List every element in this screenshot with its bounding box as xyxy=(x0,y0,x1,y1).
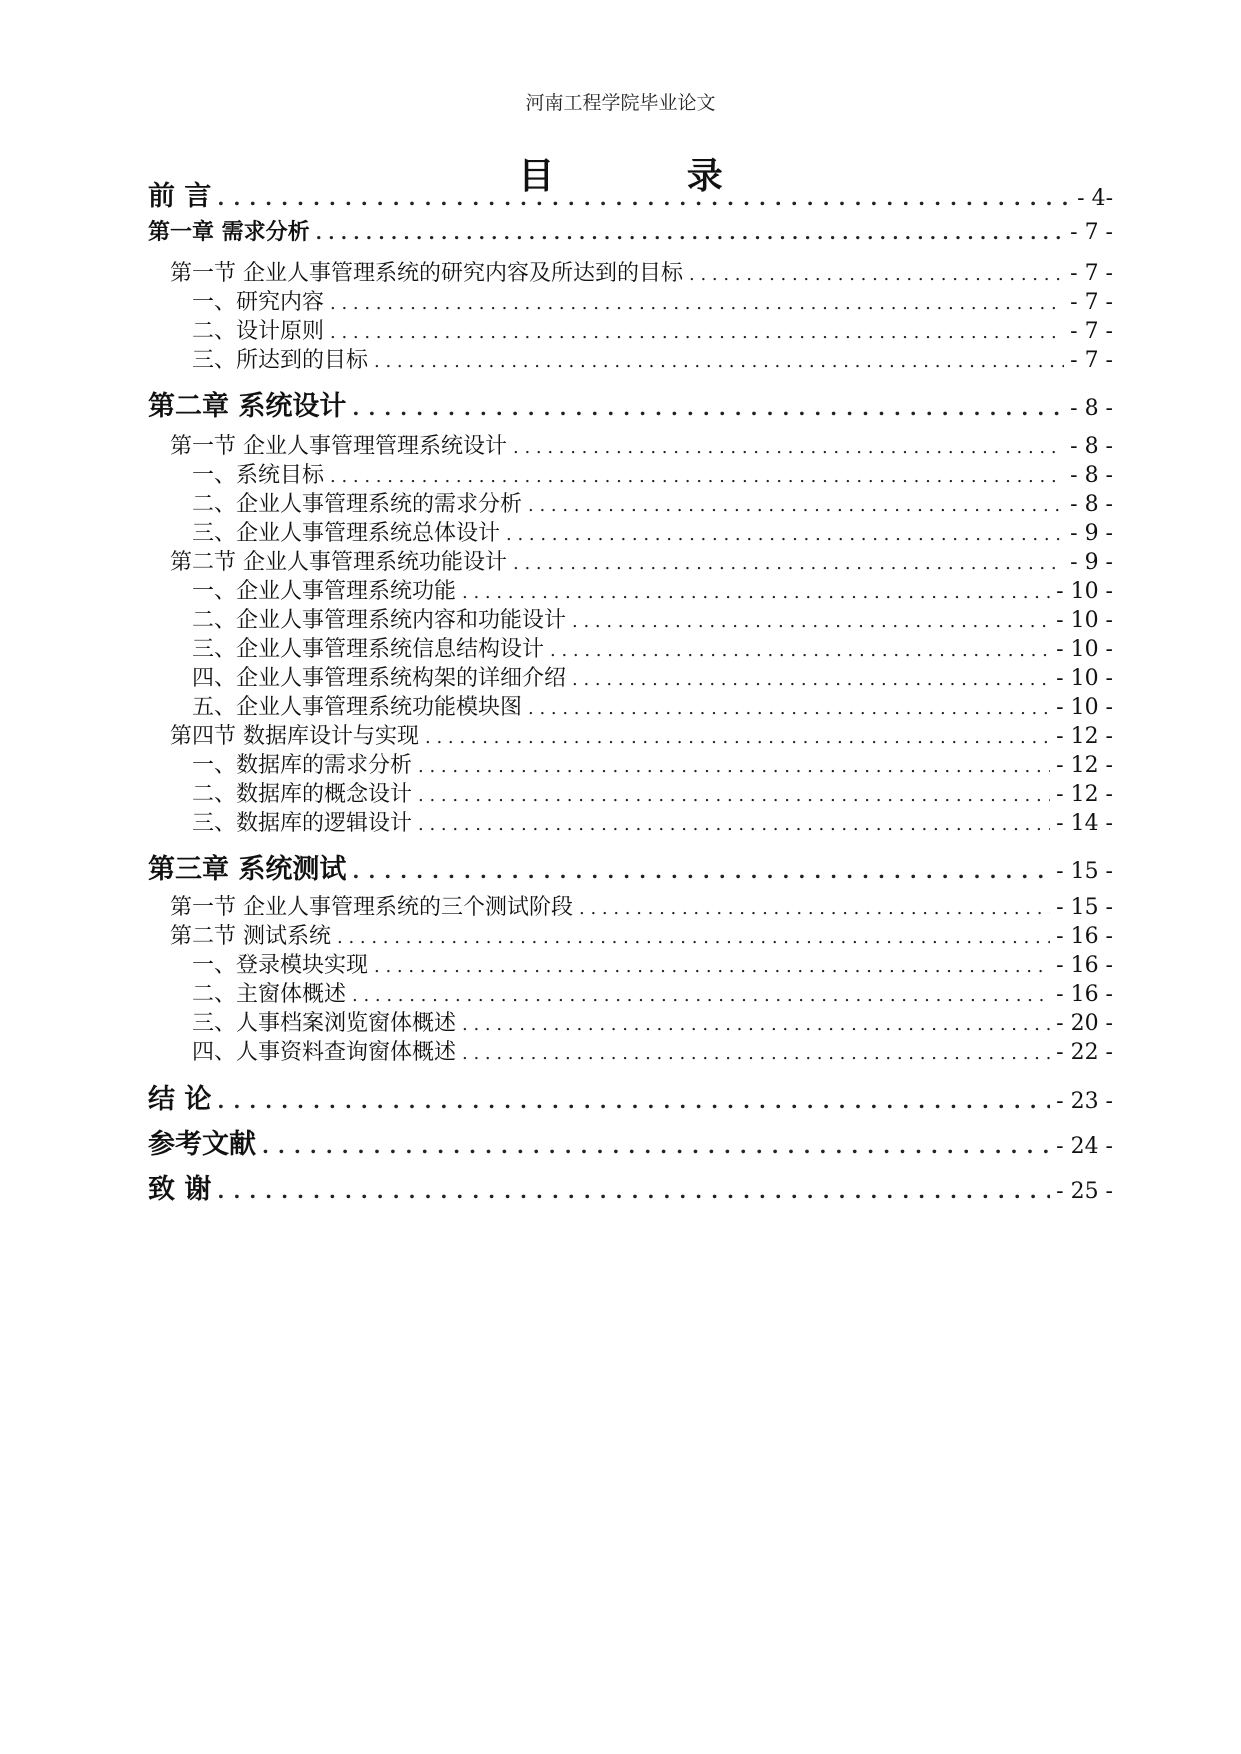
toc-entry-label: 第一节 企业人事管理系统的三个测试阶段 xyxy=(170,895,573,920)
toc-leader-dots xyxy=(462,582,1050,603)
toc-entry-label: 一、企业人事管理系统功能 xyxy=(192,579,457,604)
toc-page-number: - 22 - xyxy=(1056,1040,1113,1065)
toc-leader-dots xyxy=(330,466,1064,487)
toc-entry[interactable] xyxy=(148,719,1113,750)
toc-entry-label: 五、企业人事管理系统功能模块图 xyxy=(192,695,523,720)
toc-entry[interactable] xyxy=(148,487,1113,518)
toc-page-number: - 10 - xyxy=(1056,608,1113,633)
toc-leader-dots xyxy=(462,1043,1050,1064)
toc-entry[interactable] xyxy=(148,545,1113,576)
toc-entry[interactable] xyxy=(148,1006,1113,1037)
toc-entry[interactable] xyxy=(148,256,1113,287)
toc-page-number: - 7 - xyxy=(1070,319,1113,344)
toc-entry[interactable] xyxy=(148,516,1113,547)
toc-leader-dots xyxy=(337,927,1050,948)
toc-title: 目 录 xyxy=(518,155,783,197)
toc-page-number: - 4- xyxy=(1077,186,1113,211)
toc-leader-dots xyxy=(528,495,1064,516)
toc-entry[interactable] xyxy=(148,690,1113,721)
toc-entry[interactable] xyxy=(148,919,1113,950)
toc-entry-label: 二、设计原则 xyxy=(192,319,325,344)
toc-entry[interactable] xyxy=(148,1122,1113,1161)
toc-page-number: - 12 - xyxy=(1056,724,1113,749)
toc-entry-label: 结 论 xyxy=(148,1084,212,1115)
toc-leader-dots xyxy=(330,322,1064,343)
toc-entry-label: 前 言 xyxy=(148,181,212,212)
toc-leader-dots xyxy=(425,727,1050,748)
toc-entry[interactable] xyxy=(148,603,1113,634)
toc-page-number: - 10 - xyxy=(1056,579,1113,604)
toc-page-number: - 7 - xyxy=(1070,261,1113,286)
toc-leader-dots xyxy=(217,186,1071,210)
toc-entry[interactable] xyxy=(148,847,1113,886)
toc-entry[interactable] xyxy=(148,948,1113,979)
toc-page-number: - 16 - xyxy=(1056,982,1113,1007)
toc-page-number: - 7 - xyxy=(1070,348,1113,373)
toc-entry-label: 三、数据库的逻辑设计 xyxy=(192,811,413,836)
toc-entry-label: 二、主窗体概述 xyxy=(192,982,347,1007)
toc-leader-dots xyxy=(330,293,1064,314)
toc-leader-dots xyxy=(217,1179,1050,1203)
toc-page-number: - 8 - xyxy=(1070,463,1113,488)
toc-page-number: - 9 - xyxy=(1070,550,1113,575)
toc-leader-dots xyxy=(462,1014,1050,1035)
toc-entry-label: 二、企业人事管理系统内容和功能设计 xyxy=(192,608,567,633)
toc-entry-label: 三、企业人事管理系统总体设计 xyxy=(192,521,501,546)
toc-entry-label: 一、登录模块实现 xyxy=(192,953,369,978)
toc-entry-label: 三、人事档案浏览窗体概述 xyxy=(192,1011,457,1036)
toc-entry-label: 四、企业人事管理系统构架的详细介绍 xyxy=(192,666,567,691)
toc-entry-label: 第二章 系统设计 xyxy=(148,391,347,422)
toc-leader-dots xyxy=(418,785,1050,806)
toc-entry-label: 三、所达到的目标 xyxy=(192,348,369,373)
toc-entry[interactable] xyxy=(148,458,1113,489)
toc-leader-dots xyxy=(528,698,1050,719)
toc-page-number: - 10 - xyxy=(1056,666,1113,691)
toc-leader-dots xyxy=(352,396,1064,420)
toc-entry-label: 第一节 企业人事管理系统的研究内容及所达到的目标 xyxy=(170,261,683,286)
toc-page-number: - 20 - xyxy=(1056,1011,1113,1036)
toc-leader-dots xyxy=(316,223,1064,244)
toc-leader-dots xyxy=(572,611,1050,632)
toc-page-number: - 8 - xyxy=(1070,396,1113,421)
toc-leader-dots xyxy=(217,1089,1050,1113)
toc-entry-label: 参考文献 xyxy=(148,1129,256,1160)
toc-leader-dots xyxy=(352,985,1050,1006)
toc-entry[interactable] xyxy=(148,806,1113,837)
toc-entry[interactable] xyxy=(148,748,1113,779)
toc-entry[interactable] xyxy=(148,215,1113,246)
toc-entry-label: 第三章 系统测试 xyxy=(148,854,347,885)
toc-leader-dots xyxy=(513,437,1064,458)
toc-entry-label: 三、企业人事管理系统信息结构设计 xyxy=(192,637,545,662)
toc-leader-dots xyxy=(262,1134,1050,1158)
toc-page-number: - 9 - xyxy=(1070,521,1113,546)
toc-entry[interactable] xyxy=(148,574,1113,605)
toc-entry[interactable] xyxy=(148,1167,1113,1206)
toc-entry-label: 第一章 需求分析 xyxy=(148,219,310,245)
toc-entry[interactable] xyxy=(148,174,1113,213)
toc-page-number: - 25 - xyxy=(1056,1179,1113,1204)
toc-leader-dots xyxy=(506,524,1064,545)
running-header: 河南工程学院毕业论文 xyxy=(525,92,716,114)
toc-entry[interactable] xyxy=(148,285,1113,316)
toc-entry[interactable] xyxy=(148,429,1113,460)
toc-entry[interactable] xyxy=(148,343,1113,374)
toc-page-number: - 10 - xyxy=(1056,695,1113,720)
toc-page-number: - 15 - xyxy=(1056,859,1113,884)
toc-entry[interactable] xyxy=(148,1077,1113,1116)
toc-page-number: - 7 - xyxy=(1070,220,1113,245)
toc-leader-dots xyxy=(418,814,1050,835)
toc-page-number: - 10 - xyxy=(1056,637,1113,662)
toc-entry[interactable] xyxy=(148,661,1113,692)
toc-entry-label: 第一节 企业人事管理管理系统设计 xyxy=(170,434,507,459)
toc-entry-label: 第二节 企业人事管理系统功能设计 xyxy=(170,550,507,575)
toc-entry[interactable] xyxy=(148,384,1113,423)
toc-page-number: - 12 - xyxy=(1056,782,1113,807)
toc-entry[interactable] xyxy=(148,632,1113,663)
toc-leader-dots xyxy=(513,553,1064,574)
toc-leader-dots xyxy=(579,898,1050,919)
toc-leader-dots xyxy=(418,756,1050,777)
toc-page-number: - 16 - xyxy=(1056,924,1113,949)
toc-page-number: - 15 - xyxy=(1056,895,1113,920)
toc-page-number: - 23 - xyxy=(1056,1089,1113,1114)
toc-leader-dots xyxy=(374,351,1064,372)
toc-page-number: - 7 - xyxy=(1070,290,1113,315)
toc-page-number: - 8 - xyxy=(1070,434,1113,459)
toc-leader-dots xyxy=(374,956,1050,977)
toc-leader-dots xyxy=(572,669,1050,690)
toc-leader-dots xyxy=(550,640,1050,661)
toc-page-number: - 8 - xyxy=(1070,492,1113,517)
toc-entry-label: 第四节 数据库设计与实现 xyxy=(170,724,419,749)
toc-entry-label: 二、数据库的概念设计 xyxy=(192,782,413,807)
toc-entry[interactable] xyxy=(148,1035,1113,1066)
toc-entry[interactable] xyxy=(148,777,1113,808)
toc-entry-label: 四、人事资料查询窗体概述 xyxy=(192,1040,457,1065)
toc-leader-dots xyxy=(352,859,1050,883)
toc-entry-label: 二、企业人事管理系统的需求分析 xyxy=(192,492,523,517)
toc-entry-label: 一、数据库的需求分析 xyxy=(192,753,413,778)
toc-entry-label: 一、系统目标 xyxy=(192,463,325,488)
toc-leader-dots xyxy=(689,264,1064,285)
toc-entry-label: 致 谢 xyxy=(148,1174,212,1205)
toc-entry-label: 第二节 测试系统 xyxy=(170,924,331,949)
toc-entry[interactable] xyxy=(148,314,1113,345)
toc-page-number: - 16 - xyxy=(1056,953,1113,978)
toc-page-number: - 24 - xyxy=(1056,1134,1113,1159)
toc-entry[interactable] xyxy=(148,977,1113,1008)
toc-entry[interactable] xyxy=(148,890,1113,921)
toc-entry-label: 一、研究内容 xyxy=(192,290,325,315)
toc-page-number: - 14 - xyxy=(1056,811,1113,836)
toc-page-number: - 12 - xyxy=(1056,753,1113,778)
